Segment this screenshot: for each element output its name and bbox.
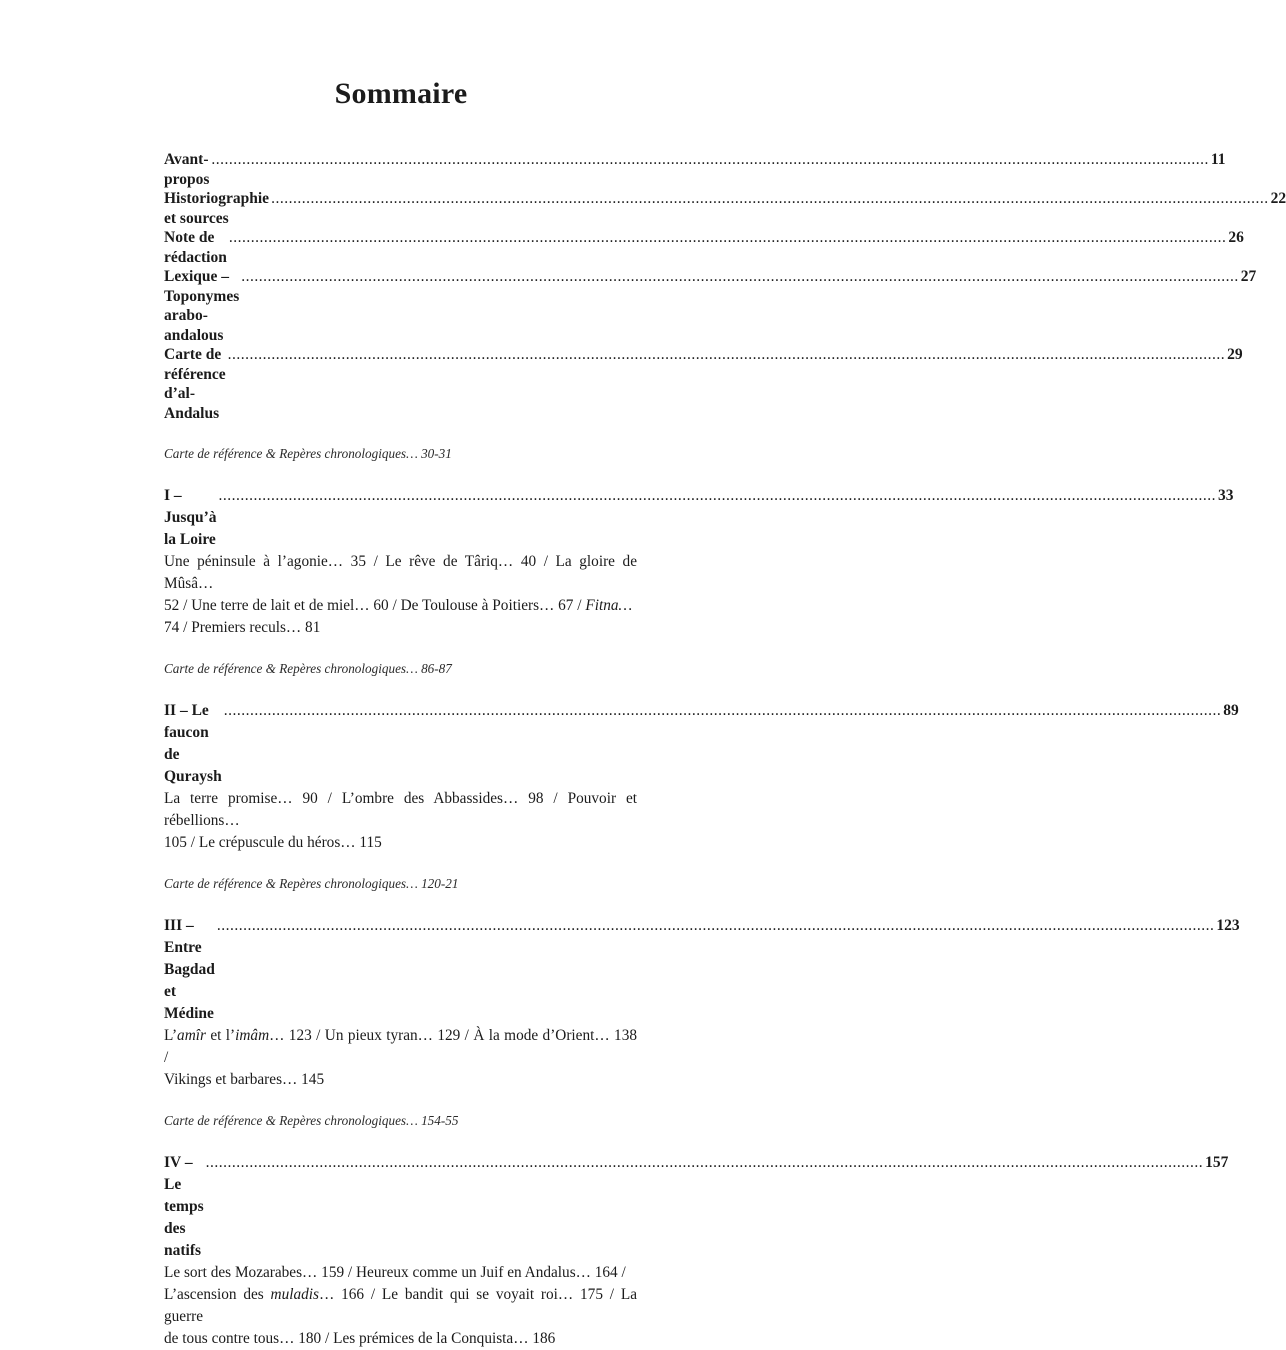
chapter-heading[interactable] xyxy=(164,1152,1229,1262)
reference-line: Carte de référence & Repères chronologiques… 120-21 xyxy=(164,876,459,891)
section-text: L’ascension des xyxy=(164,1286,271,1303)
chapter-sections xyxy=(164,788,637,854)
section-text-italic: imâm xyxy=(235,1027,270,1044)
entry-label: Historiographie et sources xyxy=(164,190,270,227)
leader-dots xyxy=(228,345,1226,365)
section-text: … 123 / Un pieux tyran… 129 / À la mode d’Orient… 138 / xyxy=(164,1027,637,1066)
entry-page: 22 xyxy=(1270,190,1286,207)
section-text: … 166 / Le bandit qui se voyait roi… 175 / La guerre xyxy=(164,1286,637,1325)
chapter-title: II – Le faucon de Quraysh xyxy=(164,702,222,785)
toc-entry-lexique[interactable] xyxy=(164,267,1257,345)
page-title: Sommaire xyxy=(334,77,468,110)
section-line: Vikings et barbares… 145 xyxy=(164,1071,325,1088)
chapter-page: 33 xyxy=(1218,487,1234,504)
chapter-title: IV – Le temps des natifs xyxy=(164,1154,204,1259)
section-line xyxy=(164,1284,637,1328)
section-line xyxy=(164,595,637,617)
chapter-page: 157 xyxy=(1205,1154,1229,1171)
chapter-heading[interactable] xyxy=(164,485,1234,551)
section-text-italic: Fitna… xyxy=(585,597,633,614)
chapter-page: 89 xyxy=(1223,702,1239,719)
book-page xyxy=(126,0,1286,1347)
chapter-sections xyxy=(164,551,637,639)
toc-entry-historiographie[interactable] xyxy=(164,189,1286,228)
entry-label: Lexique – Toponymes arabo-andalous xyxy=(164,268,240,344)
entry-label: Carte de référence d’al-Andalus xyxy=(164,346,226,422)
section-text: et l’ xyxy=(205,1027,236,1044)
toc-entry-note-de-redaction[interactable] xyxy=(164,228,1244,267)
section-line xyxy=(164,1025,637,1069)
entry-label: Avant-propos xyxy=(164,151,210,188)
reference-line: Carte de référence & Repères chronologiques… 30-31 xyxy=(164,446,452,461)
leader-dots xyxy=(206,1152,1204,1174)
section-text-italic: muladis xyxy=(270,1286,319,1303)
entry-page: 27 xyxy=(1240,268,1257,285)
section-text-italic: amîr xyxy=(177,1027,206,1044)
section-text: 52 / Une terre de lait et de miel… 60 / De Toulouse à Poitiers… 67 / xyxy=(164,597,586,614)
reference-line: Carte de référence & Repères chronologiques… 86-87 xyxy=(164,661,452,676)
leader-dots xyxy=(241,267,1239,287)
leader-dots xyxy=(219,485,1217,507)
reference-line: Carte de référence & Repères chronologiques… 154-55 xyxy=(164,1113,459,1128)
chapter-heading[interactable] xyxy=(164,915,1240,1025)
chapter-sections xyxy=(164,1262,637,1350)
toc-entry-avant-propos[interactable] xyxy=(164,150,1226,189)
leader-dots xyxy=(211,150,1209,170)
section-line: Le sort des Mozarabes… 159 / Heureux comme un Juif en Andalus… 164 / xyxy=(164,1264,626,1281)
section-line: La terre promise… 90 / L’ombre des Abbassides… 98 / Pouvoir et rébellions… xyxy=(164,790,637,829)
entry-page: 26 xyxy=(1228,229,1244,246)
leader-dots xyxy=(217,915,1215,937)
table-of-contents xyxy=(164,150,1286,1350)
section-line: 74 / Premiers reculs… 81 xyxy=(164,619,321,636)
entry-label: Note de rédaction xyxy=(164,229,227,266)
chapter-title: I – Jusqu’à la Loire xyxy=(164,487,217,548)
entry-page: 11 xyxy=(1210,151,1226,168)
chapter-heading[interactable] xyxy=(164,700,1239,788)
section-line: 105 / Le crépuscule du héros… 115 xyxy=(164,834,382,851)
chapter-title: III – Entre Bagdad et Médine xyxy=(164,917,215,1022)
toc-entry-carte-de-reference[interactable] xyxy=(164,345,1243,423)
chapter-page: 123 xyxy=(1216,917,1240,934)
entry-page: 29 xyxy=(1227,346,1243,363)
section-line: de tous contre tous… 180 / Les prémices de la Conquista… 186 xyxy=(164,1330,556,1347)
leader-dots xyxy=(224,700,1222,722)
section-line: Une péninsule à l’agonie… 35 / Le rêve de Târiq… 40 / La gloire de Mûsâ… xyxy=(164,553,637,592)
leader-dots xyxy=(229,228,1227,248)
section-text: L’ xyxy=(164,1027,178,1044)
leader-dots xyxy=(271,189,1269,209)
chapter-sections xyxy=(164,1025,637,1091)
